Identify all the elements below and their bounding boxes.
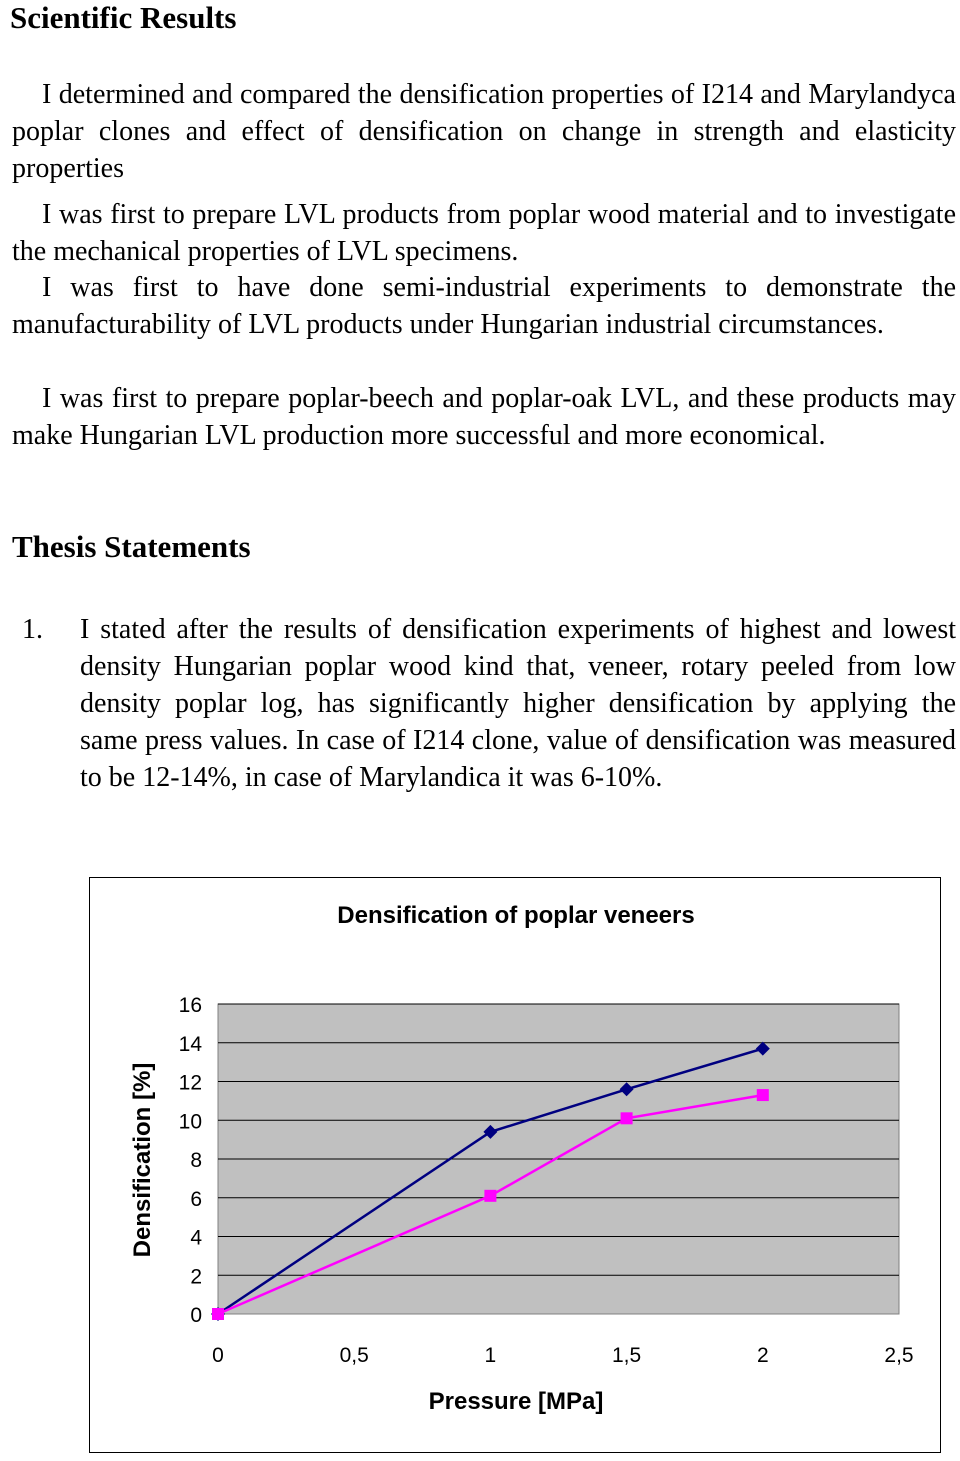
series-2-point [484,1190,496,1202]
x-tick-label: 1,5 [611,1344,642,1367]
result-paragraph-4: I was first to prepare poplar-beech and poplar-oak LVL, and these products may make Hungarian LVL production more successful and more economical. [12,383,956,451]
section-heading-scientific-results: Scientific Results [10,0,237,35]
y-tick-label: 12 [178,1071,202,1095]
x-tick-label: 2,5 [884,1344,914,1367]
result-paragraph-3: I was first to have done semi-industrial experiments to demonstrate the manufacturability of LVL products under Hungarian industrial circumstances. [12,272,956,340]
y-axis-ticks [179,994,203,1327]
densification-chart [90,878,942,1454]
y-tick-label: 4 [190,1226,202,1250]
result-paragraph-2: I was first to prepare LVL products from poplar wood material and to investigate the mechanical properties of LVL specimens. [12,199,956,267]
series-2-point [621,1112,633,1124]
thesis-item-number: 1. [22,614,43,645]
x-tick-label: 0,5 [339,1344,369,1367]
chart-frame [89,877,941,1453]
result-paragraph-1: I determined and compared the densification properties of I214 and Marylandyca poplar clones and effect of densification on change in strength and elasticity properties [12,79,956,184]
y-tick-label: 16 [178,994,202,1017]
x-axis-ticks [212,1344,913,1367]
y-axis-label: Densification [%] [129,1062,156,1258]
x-tick-label: 0 [212,1344,224,1367]
x-tick-label: 2 [756,1344,769,1367]
x-axis-label: Pressure [MPa] [428,1388,604,1415]
chart-title: Densification of poplar veneers [337,902,695,929]
y-tick-label: 0 [190,1304,202,1327]
series-2-point [212,1308,224,1320]
x-tick-label: 1 [484,1344,497,1367]
series-2-point [757,1089,769,1101]
y-tick-label: 2 [190,1265,202,1289]
y-tick-label: 8 [190,1149,202,1172]
thesis-item-text: I stated after the results of densification experiments of highest and lowest density Hungarian poplar wood kind that, veneer, rotary peeled from low density poplar log, has significantly higher densification by applying the same press values. In case of I214 clone, value of densification was measured to be 12-14%, in case of Marylandica it was 6-10%. [80,614,956,793]
y-tick-label: 14 [178,1032,202,1056]
y-tick-label: 6 [190,1187,202,1211]
y-tick-label: 10 [178,1110,202,1134]
section-heading-thesis-statements: Thesis Statements [12,529,251,564]
